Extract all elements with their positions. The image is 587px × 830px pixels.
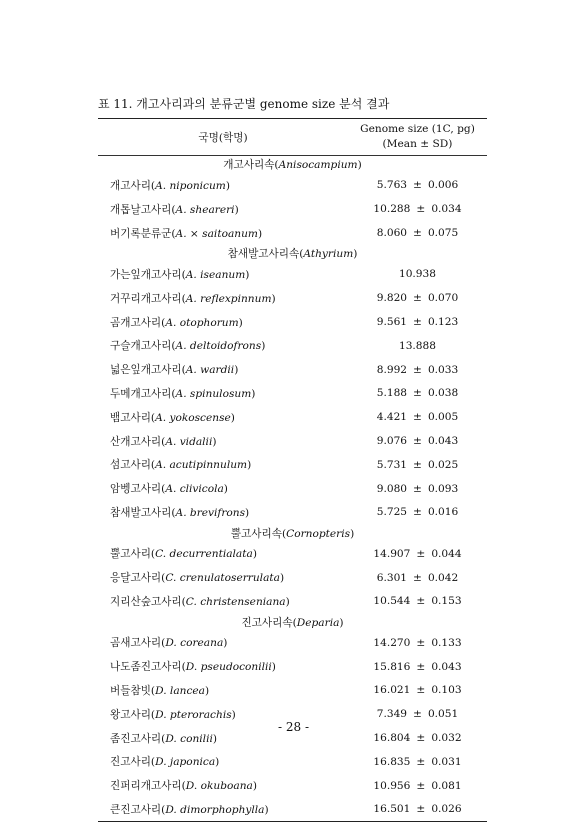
genome-size-value <box>348 590 487 614</box>
genome-size-value <box>348 566 487 590</box>
mean-value: 9.076 <box>376 435 408 448</box>
plus-minus: ± <box>413 571 422 584</box>
species-name <box>98 453 348 477</box>
genome-size-value <box>348 679 487 703</box>
table-row <box>98 655 487 679</box>
genus-close: ) <box>353 248 358 261</box>
mean-value: 5.188 <box>376 387 408 400</box>
species-close: ) <box>245 506 250 519</box>
species-name <box>98 310 348 334</box>
genome-size-value <box>348 798 487 822</box>
table-row <box>98 798 487 822</box>
plus-minus: ± <box>416 636 426 649</box>
species-scientific: C. decurrentialata <box>155 548 253 561</box>
species-scientific: C. crenulatoserrulata <box>165 572 280 585</box>
species-scientific: A. otophorum <box>165 316 239 329</box>
species-close: ) <box>223 637 228 650</box>
genome-size-value <box>348 542 487 566</box>
species-close: ) <box>215 756 220 769</box>
sd-value: 0.051 <box>427 708 459 721</box>
sd-value: 0.031 <box>431 755 462 768</box>
mean-value: 5.731 <box>376 458 408 471</box>
genome-size-value <box>348 263 487 287</box>
species-close: ) <box>252 780 258 793</box>
species-korean: 두메개고사리( <box>110 387 176 400</box>
genus-korean: 참새발고사리속( <box>227 248 304 261</box>
mean-value: 16.804 <box>373 732 411 744</box>
table-row <box>98 286 487 310</box>
species-korean: 가는잎개고사리( <box>110 268 186 281</box>
plus-minus: ± <box>413 411 422 424</box>
genus-name <box>98 613 487 631</box>
species-scientific: D. pseudoconilii <box>185 661 272 674</box>
table-row <box>98 477 487 501</box>
species-name <box>98 542 348 566</box>
table-row <box>98 774 487 798</box>
sd-value: 0.153 <box>431 595 462 608</box>
plus-minus: ± <box>416 755 426 768</box>
mean-value: 5.763 <box>376 179 408 192</box>
table-row <box>98 631 487 655</box>
species-korean: 진고사리( <box>110 756 156 769</box>
plus-minus: ± <box>416 803 426 816</box>
genus-scientific: Deparia <box>296 616 340 629</box>
plus-minus: ± <box>413 292 422 305</box>
species-name <box>98 798 348 822</box>
table-row <box>98 310 487 334</box>
species-name <box>98 382 348 406</box>
mean-value: 16.501 <box>373 803 411 816</box>
plus-minus: ± <box>413 227 422 240</box>
genus-scientific: Cornopteris <box>286 527 351 540</box>
species-scientific: A. reflexpinnum <box>185 292 272 305</box>
mean-value: 10.544 <box>373 595 411 608</box>
genus-name <box>98 156 487 174</box>
species-korean: 개톱날고사리( <box>110 203 176 216</box>
species-scientific: A. wardii <box>185 364 235 377</box>
page-number: - 28 - <box>277 720 309 734</box>
species-korean: 나도좀진고사리( <box>110 661 186 674</box>
species-name <box>98 566 348 590</box>
mean-value: 7.349 <box>376 708 408 721</box>
sd-value: 0.025 <box>427 458 459 471</box>
species-korean: 구슬개고사리( <box>110 340 176 353</box>
genus-korean: 진고사리속( <box>241 616 297 629</box>
species-scientific: A. brevifrons <box>175 506 246 519</box>
header-size-line2: (Mean ± SD) <box>382 138 453 150</box>
header-genome-size <box>348 119 487 156</box>
genome-size-value <box>348 501 487 525</box>
sd-value: 0.033 <box>427 363 459 376</box>
species-close: ) <box>245 268 250 281</box>
species-scientific: A. niponicum <box>155 179 226 192</box>
genus-row <box>98 245 487 263</box>
species-korean: 참새발고사리( <box>110 506 176 519</box>
genome-size-value <box>348 655 487 679</box>
species-close: ) <box>247 459 252 472</box>
genome-size-value <box>348 221 487 245</box>
species-name <box>98 429 348 453</box>
mean-value: 9.820 <box>376 292 408 305</box>
sd-value: 0.043 <box>427 435 459 448</box>
species-korean: 버들참빗( <box>110 684 156 697</box>
sd-value: 0.123 <box>427 316 459 329</box>
table-row <box>98 590 487 614</box>
genus-close: ) <box>339 616 344 629</box>
plus-minus: ± <box>413 316 422 329</box>
species-name <box>98 263 348 287</box>
table-header-row <box>98 119 487 156</box>
plus-minus: ± <box>413 179 422 192</box>
genus-close: ) <box>350 527 355 540</box>
species-close: ) <box>234 203 239 216</box>
genome-size-value <box>348 631 487 655</box>
table-row <box>98 679 487 703</box>
genus-korean: 개고사리속( <box>223 159 279 172</box>
sd-value: 0.103 <box>431 684 462 697</box>
table-row <box>98 382 487 406</box>
species-name <box>98 477 348 501</box>
species-scientific: A. deltoidofrons <box>175 340 262 353</box>
plus-minus: ± <box>416 684 426 697</box>
sd-value: 0.005 <box>427 411 459 424</box>
species-scientific: D. japonica <box>155 756 216 769</box>
plus-minus: ± <box>413 708 422 721</box>
sd-value: 0.038 <box>427 387 459 400</box>
plus-minus: ± <box>416 779 426 792</box>
species-scientific: D. dimorphophylla <box>165 803 265 816</box>
genome-size-value <box>348 477 487 501</box>
sd-value: 0.075 <box>427 227 459 240</box>
table-row <box>98 263 487 287</box>
species-close: ) <box>264 803 269 816</box>
genome-size-value <box>348 774 487 798</box>
species-korean: 곰새고사리( <box>110 637 166 650</box>
species-korean: 진퍼리개고사리( <box>110 780 186 793</box>
species-korean: 거꾸리개고사리( <box>110 292 186 305</box>
species-scientific: A. yokoscense <box>155 411 231 424</box>
genus-row <box>98 156 487 174</box>
mean-value: 9.561 <box>376 316 408 329</box>
header-size-line1: Genome size (1C, pg) <box>360 123 475 135</box>
species-name <box>98 197 348 221</box>
species-close: ) <box>279 572 285 585</box>
mean-value: 10.288 <box>373 203 411 216</box>
table-caption: 표 11. 개고사리과의 분류군별 genome size 분석 결과 <box>98 97 390 111</box>
genus-row <box>98 613 487 631</box>
species-close: ) <box>251 387 256 400</box>
species-korean: 좀진고사리( <box>110 732 166 745</box>
species-scientific: A. acutipinnulum <box>155 459 248 472</box>
genome-size-value <box>348 382 487 406</box>
genus-name <box>98 245 487 263</box>
sd-value: 0.044 <box>431 547 462 560</box>
species-name <box>98 750 348 774</box>
table-row <box>98 453 487 477</box>
mean-value: 10.956 <box>373 779 411 792</box>
species-close: ) <box>234 364 239 377</box>
mean-value: 10.938 <box>398 268 437 281</box>
mean-value: 8.992 <box>376 363 408 376</box>
species-close: ) <box>252 548 257 561</box>
species-scientific: A. iseanum <box>185 268 246 281</box>
genome-size-table <box>98 118 487 822</box>
genome-size-value <box>348 429 487 453</box>
species-close: ) <box>257 227 263 240</box>
genome-size-value <box>348 174 487 198</box>
species-close: ) <box>212 435 217 448</box>
genome-size-value <box>348 453 487 477</box>
plus-minus: ± <box>413 435 422 448</box>
species-korean: 큰진고사리( <box>110 803 166 816</box>
mean-value: 14.907 <box>373 547 411 560</box>
header-name: 국명(학명) <box>98 119 348 156</box>
genome-size-value <box>348 310 487 334</box>
species-name <box>98 774 348 798</box>
species-korean: 섬고사리( <box>110 459 156 472</box>
species-close: ) <box>225 179 230 192</box>
species-korean: 왕고사리( <box>110 708 156 721</box>
table-row <box>98 405 487 429</box>
mean-value: 16.835 <box>373 755 411 768</box>
table-row <box>98 750 487 774</box>
sd-value: 0.043 <box>431 660 462 673</box>
mean-value: 14.270 <box>373 636 411 649</box>
plus-minus: ± <box>416 547 426 560</box>
sd-value: 0.042 <box>427 571 459 584</box>
species-korean: 지리산숲고사리( <box>110 595 186 608</box>
species-scientific: A. vidalii <box>165 435 213 448</box>
genus-close: ) <box>357 159 362 172</box>
genus-row <box>98 524 487 542</box>
species-scientific: A. spinulosum <box>175 387 252 400</box>
genome-size-value <box>348 750 487 774</box>
plus-minus: ± <box>416 203 426 216</box>
genome-size-value <box>348 358 487 382</box>
species-korean: 곰개고사리( <box>110 316 166 329</box>
species-korean: 뱀고사리( <box>110 411 156 424</box>
species-close: ) <box>212 732 217 745</box>
species-name <box>98 358 348 382</box>
species-close: ) <box>285 595 290 608</box>
species-close: ) <box>223 483 228 496</box>
sd-value: 0.006 <box>427 179 459 192</box>
plus-minus: ± <box>416 732 426 744</box>
mean-value: 16.021 <box>373 684 411 697</box>
species-name <box>98 286 348 310</box>
mean-value: 6.301 <box>376 571 408 584</box>
species-close: ) <box>204 684 210 697</box>
species-name <box>98 655 348 679</box>
plus-minus: ± <box>413 506 422 519</box>
genus-name <box>98 524 487 542</box>
mean-value: 5.725 <box>376 506 408 519</box>
species-close: ) <box>231 708 236 721</box>
plus-minus: ± <box>413 363 422 376</box>
sd-value: 0.034 <box>431 203 462 216</box>
genome-size-value <box>348 405 487 429</box>
sd-value: 0.026 <box>431 803 462 816</box>
table-row <box>98 334 487 358</box>
species-scientific: D. pterorachis <box>155 708 232 721</box>
species-name <box>98 334 348 358</box>
species-name <box>98 221 348 245</box>
species-korean: 암벵고사리( <box>110 483 166 496</box>
species-korean: 버기록분류군( <box>110 227 176 240</box>
table-row <box>98 197 487 221</box>
species-scientific: D. coreana <box>165 637 224 650</box>
species-korean: 산개고사리( <box>110 435 166 448</box>
species-name <box>98 174 348 198</box>
species-name <box>98 501 348 525</box>
species-scientific: A. sheareri <box>175 203 235 216</box>
species-scientific: A. × saitoanum <box>175 227 258 240</box>
mean-value: 15.816 <box>373 660 411 673</box>
table-row <box>98 501 487 525</box>
plus-minus: ± <box>413 482 422 495</box>
species-close: ) <box>271 661 276 674</box>
sd-value: 0.093 <box>427 482 459 495</box>
genus-scientific: Athyrium <box>303 248 354 261</box>
table-row <box>98 429 487 453</box>
mean-value: 8.060 <box>376 227 408 240</box>
sd-value: 0.081 <box>431 779 462 792</box>
table-row <box>98 221 487 245</box>
species-scientific: C. christenseniana <box>185 595 286 608</box>
species-close: ) <box>230 411 235 424</box>
plus-minus: ± <box>416 660 426 673</box>
species-scientific: D. conilii <box>165 732 213 745</box>
plus-minus: ± <box>413 387 422 400</box>
species-name <box>98 679 348 703</box>
plus-minus: ± <box>413 458 422 471</box>
table-row <box>98 174 487 198</box>
sd-value: 0.032 <box>431 732 462 744</box>
species-name <box>98 405 348 429</box>
species-scientific: A. clivicola <box>165 483 224 496</box>
table-row <box>98 542 487 566</box>
mean-value: 13.888 <box>398 339 437 352</box>
genome-size-value <box>348 197 487 221</box>
table-row <box>98 358 487 382</box>
genome-size-value <box>348 334 487 358</box>
plus-minus: ± <box>416 595 426 608</box>
mean-value: 4.421 <box>376 411 408 424</box>
species-korean: 개고사리( <box>110 179 156 192</box>
sd-value: 0.133 <box>431 636 462 649</box>
table-row <box>98 566 487 590</box>
species-scientific: D. lancea <box>155 684 205 697</box>
genus-korean: 뿔고사리속( <box>230 527 287 540</box>
species-close: ) <box>238 316 243 329</box>
species-korean: 넓은잎개고사리( <box>110 364 186 377</box>
species-name <box>98 590 348 614</box>
mean-value: 9.080 <box>376 482 408 495</box>
species-close: ) <box>261 340 266 353</box>
species-scientific: D. okuboana <box>185 780 253 793</box>
species-korean: 응달고사리( <box>110 572 166 585</box>
genus-scientific: Anisocampium <box>278 159 358 172</box>
species-name <box>98 631 348 655</box>
sd-value: 0.070 <box>427 292 459 305</box>
species-korean: 뿔고사리( <box>110 548 156 561</box>
genome-size-value <box>348 286 487 310</box>
sd-value: 0.016 <box>427 506 459 519</box>
species-close: ) <box>271 292 276 305</box>
